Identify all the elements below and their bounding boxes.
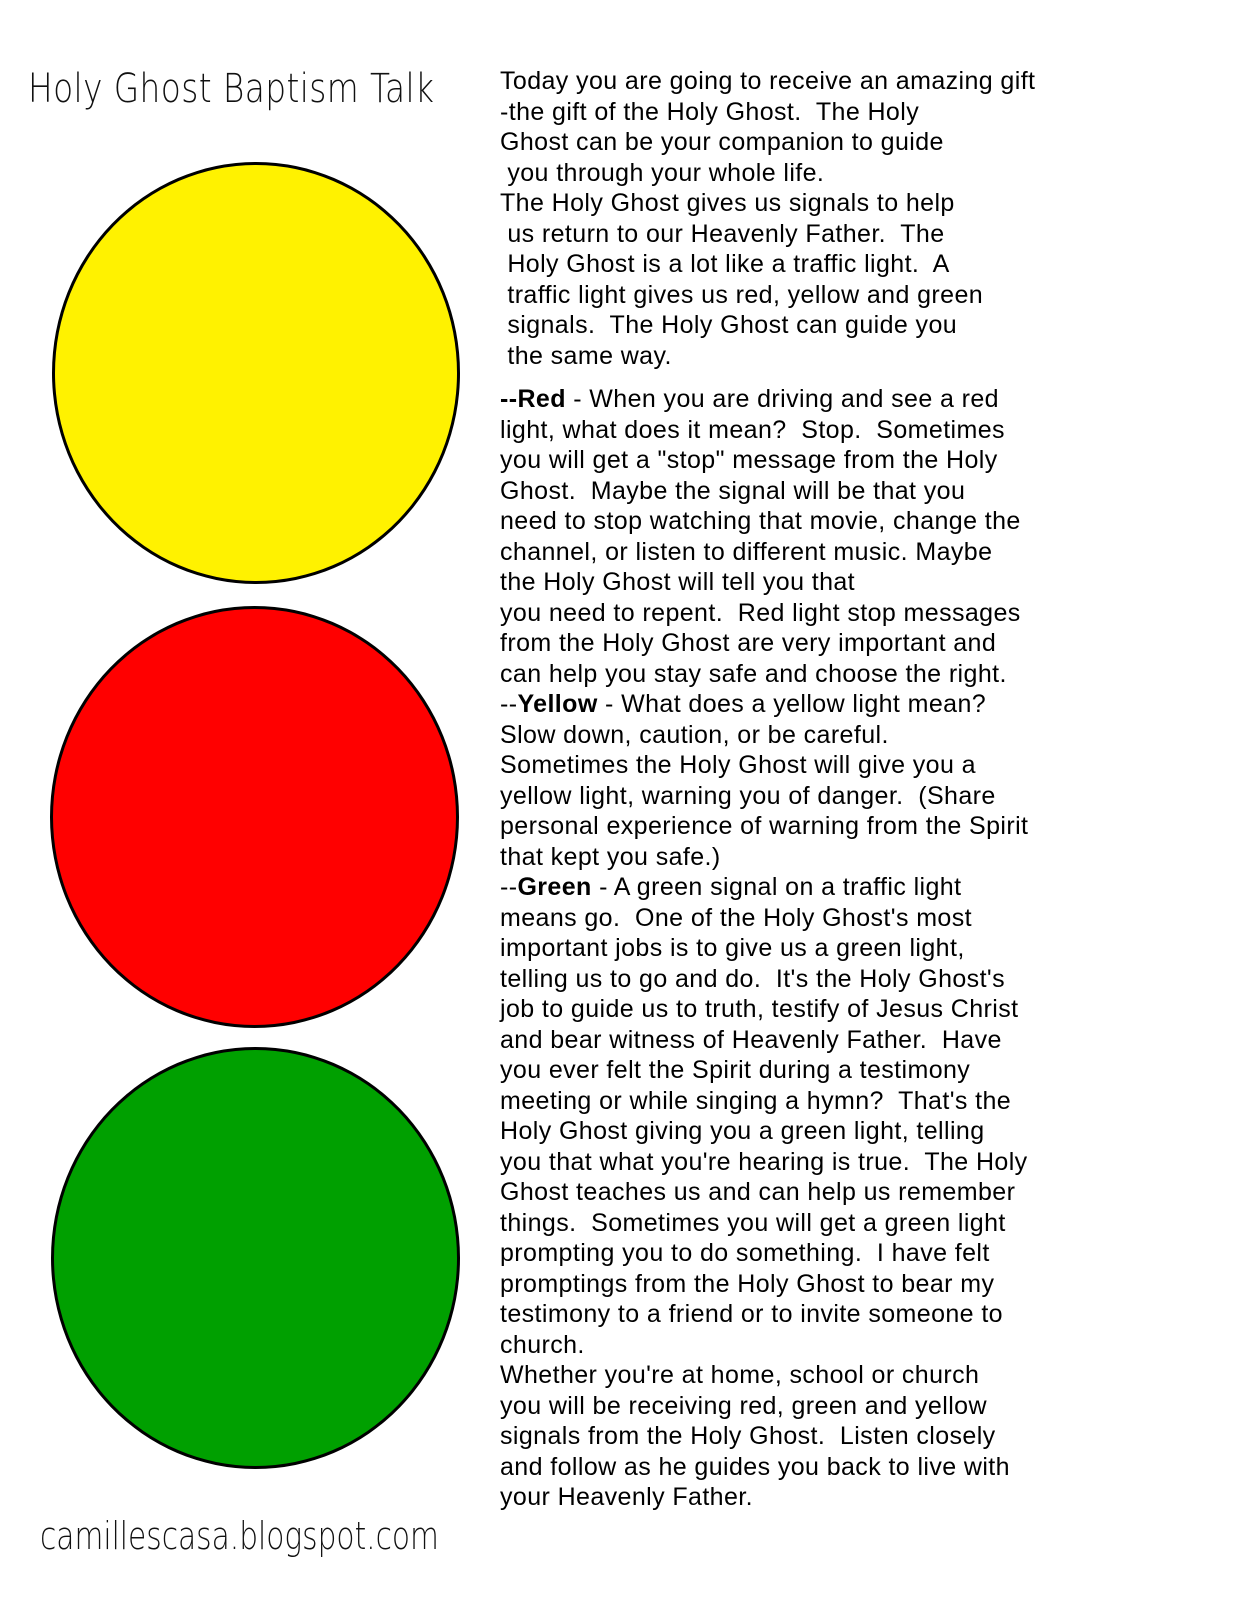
yellow-prefix: -- — [500, 690, 518, 718]
yellow-section-body — [500, 720, 1190, 873]
text-line: job to guide us to truth, testify of Jesus Christ — [500, 995, 1019, 1023]
text-line: testimony to a friend or to invite someone to — [500, 1300, 1003, 1328]
text-line: and bear witness of Heavenly Father. Have — [500, 1025, 1002, 1054]
text-line: you that what you're hearing is true. The Holy — [500, 1147, 1028, 1176]
text-line: you will be receiving red, green and yellow — [500, 1391, 987, 1420]
green-label: Green — [517, 873, 592, 901]
text-line: meeting or while singing a hymn? That's the — [500, 1086, 1012, 1115]
text-line: Slow down, caution, or be careful. — [500, 720, 889, 749]
closing-paragraph — [500, 1360, 1190, 1513]
text-line: can help you stay safe and choose the right. — [500, 659, 1007, 688]
text-line: that kept you safe.) — [500, 842, 721, 871]
yellow-section — [500, 689, 1190, 872]
talk-text — [500, 66, 1190, 1513]
red-section-heading — [500, 384, 1190, 415]
green-prefix: -- — [500, 873, 518, 901]
text-line: means go. One of the Holy Ghost's most — [500, 903, 972, 932]
red-light-circle — [50, 606, 459, 1028]
yellow-light-circle — [52, 162, 460, 584]
text-line: you need to repent. Red light stop messages — [500, 598, 1021, 627]
red-section-body — [500, 415, 1190, 690]
text-line: the same way. — [500, 341, 672, 370]
text-line: telling us to go and do. It's the Holy Ghost's — [500, 964, 1006, 993]
text-line: you ever felt the Spirit during a testimony — [500, 1056, 971, 1084]
text-line: Ghost teaches us and can help us remember — [500, 1178, 1016, 1206]
text-line: Whether you're at home, school or church — [500, 1361, 980, 1389]
text-line: Ghost. Maybe the signal will be that you — [500, 476, 966, 505]
green-section-heading — [500, 872, 1190, 903]
text-line: your Heavenly Father. — [500, 1483, 753, 1511]
text-line: yellow light, warning you of danger. (Share — [500, 781, 996, 810]
intro-paragraph — [500, 66, 1190, 371]
yellow-section-heading — [500, 689, 1190, 720]
green-first-line: - A green signal on a traffic light — [591, 873, 962, 901]
text-line: channel, or listen to different music. Maybe — [500, 537, 993, 566]
text-line: prompting you to do something. I have felt — [500, 1239, 990, 1267]
text-line: from the Holy Ghost are very important and — [500, 629, 997, 657]
text-line: important jobs is to give us a green light, — [500, 934, 965, 962]
text-line: you through your whole life. — [500, 158, 825, 187]
text-line: you will get a "stop" message from the Holy — [500, 446, 998, 474]
green-light-circle — [51, 1047, 460, 1469]
text-line: the Holy Ghost will tell you that — [500, 568, 856, 596]
red-first-line: - When you are driving and see a red — [565, 385, 999, 413]
blog-url-footer: camillescasa.blogspot.com — [40, 1514, 439, 1558]
red-section — [500, 384, 1190, 689]
text-line: Holy Ghost is a lot like a traffic light. A — [500, 250, 950, 278]
text-line: signals from the Holy Ghost. Listen closely — [500, 1422, 996, 1450]
text-line: light, what does it mean? Stop. Sometimes — [500, 415, 1005, 444]
text-line: and follow as he guides you back to live with — [500, 1452, 1010, 1481]
text-line: Today you are going to receive an amazing gift — [500, 67, 1036, 95]
yellow-first-line: - What does a yellow light mean? — [597, 690, 987, 718]
text-line: need to stop watching that movie, change the — [500, 507, 1021, 535]
green-section — [500, 872, 1190, 1360]
red-label: Red — [517, 385, 566, 413]
text-line: traffic light gives us red, yellow and green — [500, 280, 984, 309]
page-title: Holy Ghost Baptism Talk — [28, 66, 435, 112]
text-line: promptings from the Holy Ghost to bear my — [500, 1269, 995, 1298]
text-line: signals. The Holy Ghost can guide you — [500, 311, 958, 339]
text-line: things. Sometimes you will get a green light — [500, 1208, 1006, 1237]
text-line: church. — [500, 1330, 585, 1359]
text-line: us return to our Heavenly Father. The — [500, 219, 945, 248]
green-section-body — [500, 903, 1190, 1361]
text-line: Holy Ghost giving you a green light, telling — [500, 1117, 985, 1145]
text-line: The Holy Ghost gives us signals to help — [500, 189, 955, 217]
text-line: Sometimes the Holy Ghost will give you a — [500, 751, 976, 779]
text-line: Ghost can be your companion to guide — [500, 128, 944, 156]
text-line: personal experience of warning from the Spirit — [500, 812, 1029, 840]
yellow-label: Yellow — [517, 690, 598, 718]
red-prefix: -- — [500, 385, 518, 413]
text-line: -the gift of the Holy Ghost. The Holy — [500, 97, 920, 126]
